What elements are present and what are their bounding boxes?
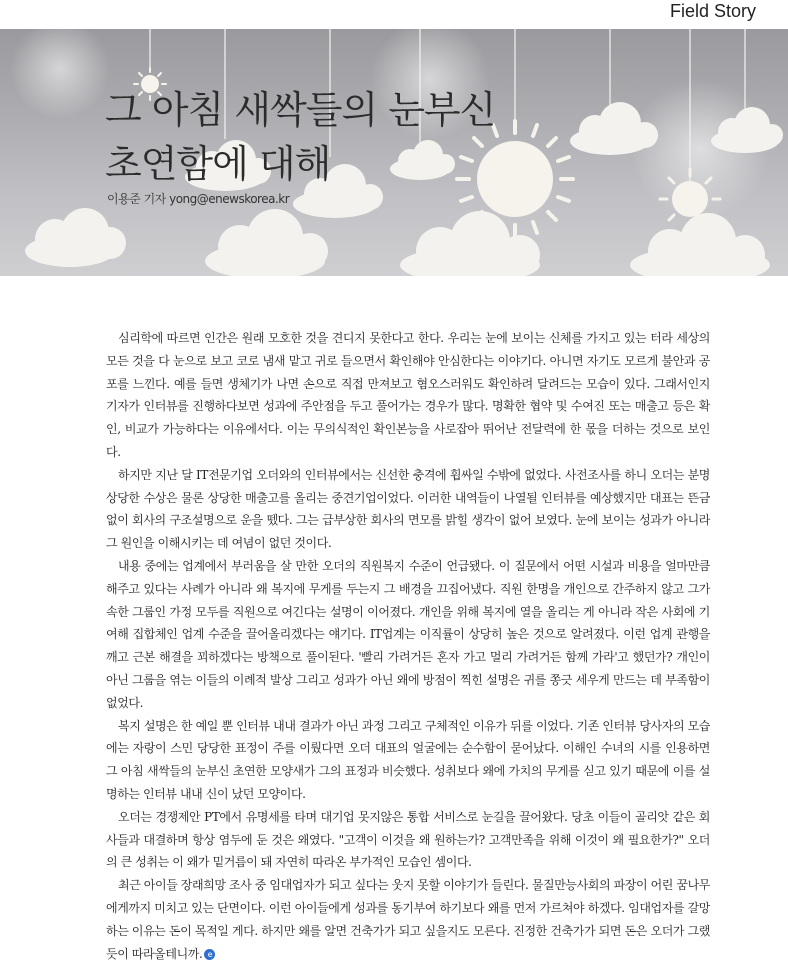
article-title <box>105 83 495 191</box>
paragraph-text: 최근 아이들 장래희망 조사 중 임대업자가 되고 싶다는 웃지 못할 이야기가 들린다. 물질만능사회의 파장이 어린 꿈나무에게까지 미치고 있는 단면이다. 이런 아이들에게 성과를 동기부여 하기보다 왜를 먼저 가르쳐야 하겠다. 임대업자를 갈망하는 이유는 돈이 목적일 게다. 하지만 왜를 알면 건축가가 되고 싶을지도 모른다. 진정한 건축가가 되면 돈은 오더가 그랬듯이 따라올테니까. <box>106 878 710 961</box>
end-mark-icon: e <box>204 949 215 960</box>
title-line: 그 아침 새싹들의 눈부신 <box>105 88 496 132</box>
title-line: 초연함에 대해 <box>105 142 331 186</box>
paragraph <box>106 874 710 965</box>
cloud-ornament <box>400 211 540 276</box>
bokeh-glow <box>10 29 110 119</box>
byline: 이용준 기자 yong@enewskorea.kr <box>107 192 290 206</box>
cloud-ornament <box>205 209 328 276</box>
paragraph: 심리학에 따르면 인간은 원래 모호한 것을 견디지 못한다고 한다. 우리는 눈에 보이는 신체를 가지고 있는 터라 세상의 모든 것을 다 눈으로 보고 코로 냄새 맡고 귀로 들으면서 확인해야 안심한다는 이야기다. 아니면 자기도 모르게 불안과 공포를 느낀다. 예를 들면 생체기가 나면 손으로 직접 만져보고 혐오스러워도 확인하려 달려드는 모습이 있다. 그래서인지 기자가 인터뷰를 진행하다보면 성과에 주안점을 두고 풀어가는 경우가 많다. 명확한 협약 및 수여진 또는 매출고 등은 확인, 비교가 가능하다는 이유에서다. 이는 무의식적인 확인본능을 사로잡아 뛰어난 전달력에 한 몫을 더하는 것으로 보인다. <box>106 331 710 459</box>
hero-banner <box>0 29 788 276</box>
cloud-ornament <box>630 213 770 276</box>
paragraph: 내용 중에는 업계에서 부러움을 살 만한 오더의 직원복지 수준이 언급됐다. 이 질문에서 어떤 시설과 비용을 얼마만큼 해주고 있다는 사례가 아니라 왜 복지에 무게를 두는지 그 배경을 끄집어냈다. 직원 한명을 개인으로 간주하지 않고 그가 속한 그룹인 가정 모두를 직원으로 여긴다는 설명이 이어졌다. 개인을 위해 복지에 열을 올리는 게 아니라 작은 사회에 기여해 집합체인 업계 수준을 끌어올리겠다는 얘기다. IT업계는 이직률이 상당히 높은 것으로 알려졌다. 이런 업계 관행을 깨고 근본 해결을 꾀하겠다는 방책으로 풀이된다. '빨리 가려거든 혼자 가고 멀리 가려거든 함께 가라'고 했던가? 개인이 아닌 그룹을 엮는 이들의 이례적 발상 그리고 성과가 아닌 왜에 방점이 찍힌 설명은 귀를 쫑긋 세우게 만드는 데 부족함이 없었다. <box>106 558 710 710</box>
article-body <box>106 327 710 965</box>
paragraph: 하지만 지난 달 IT전문기업 오더와의 인터뷰에서는 신선한 충격에 휩싸일 수밖에 없었다. 사전조사를 하니 오더는 분명 상당한 수상은 물론 상당한 매출고를 올리는 중견기업이었다. 이러한 내역들이 나열될 인터뷰를 예상했지만 대표는 뜬금없이 회사의 구조설명으로 운을 뗐다. 그는 급부상한 회사의 면모를 밝힐 생각이 없어 보였다. 눈에 보이는 성과가 아니라 그 원인을 이해시키는 데 여념이 없던 것이다. <box>106 467 710 551</box>
paragraph: 복지 설명은 한 예일 뿐 인터뷰 내내 결과가 아닌 과정 그리고 구체적인 이유가 뒤를 이었다. 기존 인터뷰 당사자의 모습에는 자랑이 스민 당당한 표정이 주를 이뤘다면 오더 대표의 얼굴에는 순수함이 묻어났다. 이해인 수녀의 시를 인용하면 그 아침 새싹들의 눈부신 초연한 모양새가 그의 표정과 비슷했다. 성취보다 왜에 가치의 무게를 싣고 있기 때문에 이를 설명하는 인터뷰 내내 신이 났던 모양이다. <box>106 718 710 801</box>
section-label: Field Story <box>669 1 756 21</box>
paragraph: 오더는 경쟁제안 PT에서 유명세를 타며 대기업 못지않은 통합 서비스로 눈길을 끌어왔다. 당초 이들이 골리앗 같은 회사들과 대결하며 항상 염두에 둔 것은 왜였다. "고객이 이것을 왜 원하는가? 고객만족을 위해 이것이 왜 필요한가?" 오더의 큰 성취는 이 왜가 밑거름이 돼 자연히 따라온 부가적인 모습인 셈이다. <box>106 809 710 870</box>
cloud-ornament <box>25 208 126 267</box>
